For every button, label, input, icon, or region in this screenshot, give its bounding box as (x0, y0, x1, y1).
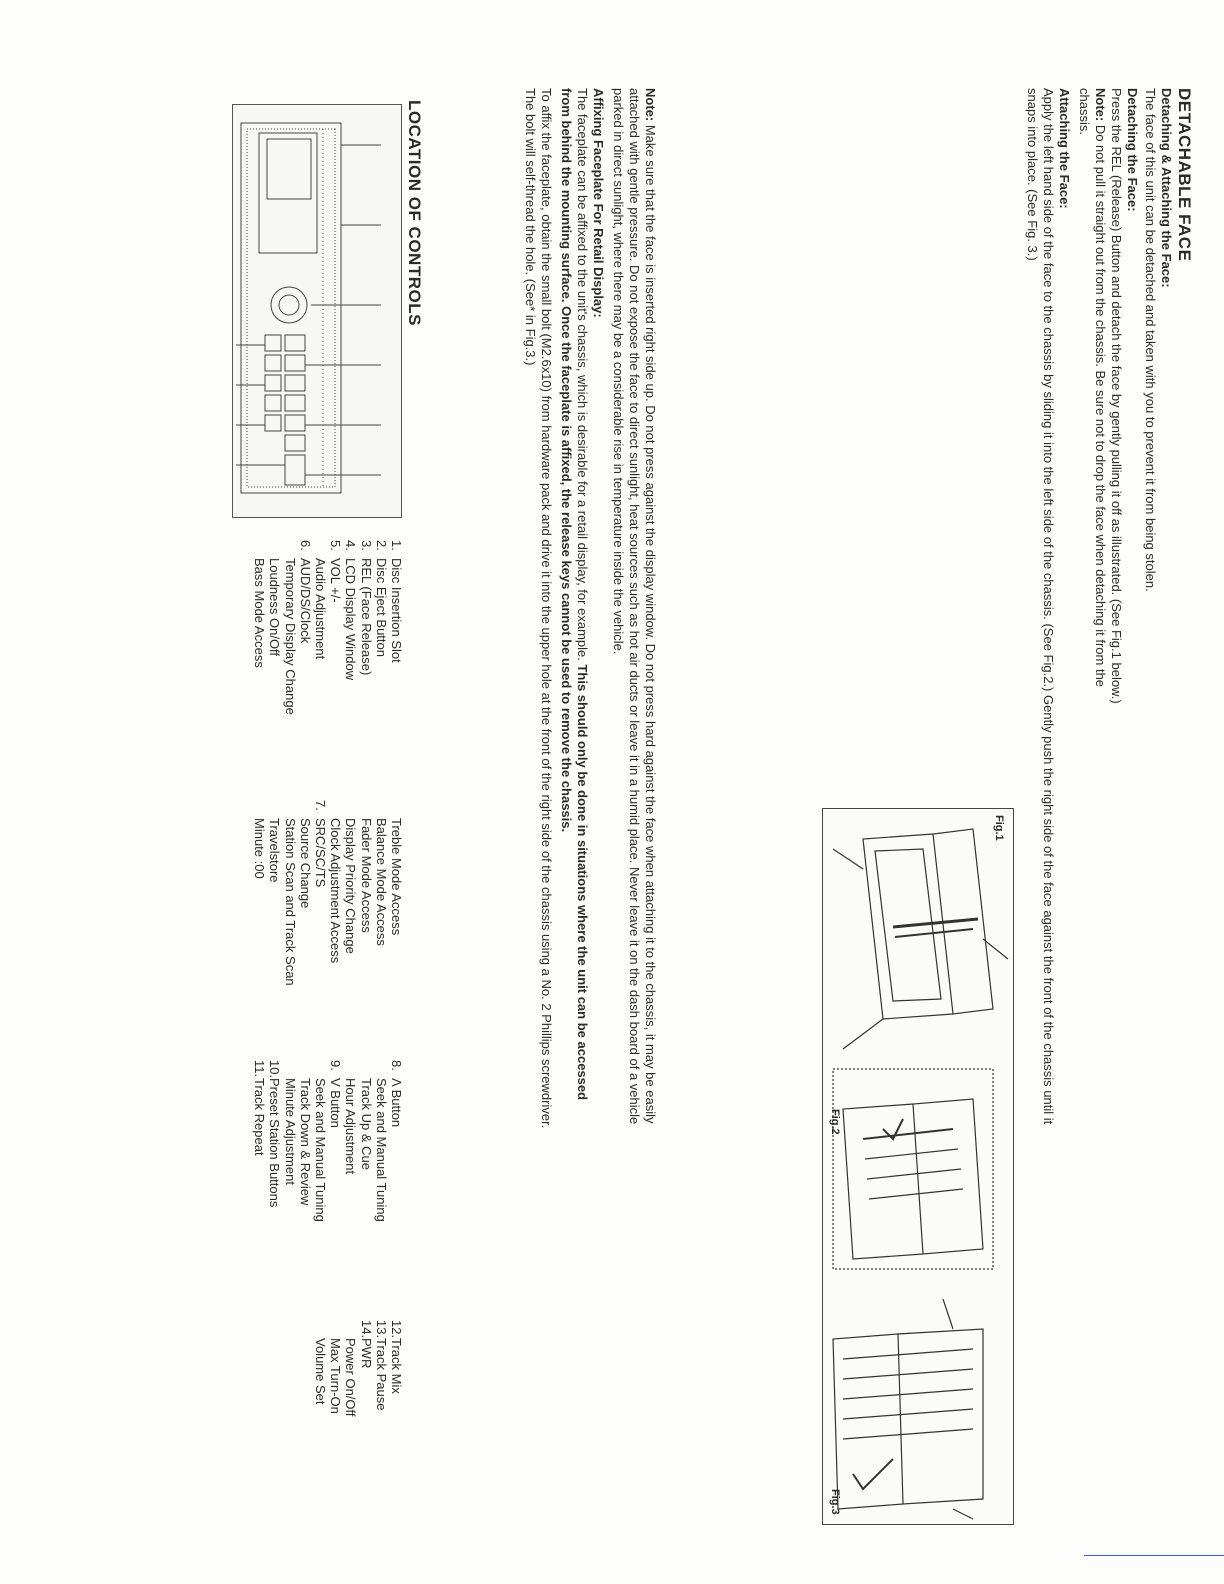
retail-line-2 (558, 88, 574, 832)
subheading-detaching-attaching: Detaching & Attaching the Face: (1159, 88, 1174, 288)
control-label: Minute Adjustment (282, 1078, 298, 1185)
control-list-item (328, 540, 343, 715)
control-list-item (374, 1060, 389, 1222)
control-list-item (343, 1060, 358, 1222)
control-number: 2. (373, 540, 389, 551)
control-label: SRC/SC/TS (312, 818, 328, 888)
control-label: Audio Adjustment (312, 558, 328, 660)
controls-column-1 (252, 540, 404, 715)
control-number: 9. (328, 1060, 344, 1071)
retail-line-2-bold: from behind the mounting surface. Once the faceplate is affixed, the release keys cannot be used to remove the chassis. (559, 88, 574, 833)
fig2-drawing (833, 1069, 993, 1269)
control-list-item (282, 540, 297, 715)
control-label: Source Change (297, 818, 313, 909)
control-label: Track Mix (389, 1338, 404, 1394)
control-list-item (358, 1320, 373, 1417)
control-label: Seek and Manual Tuning (312, 1078, 328, 1222)
head-unit-drawing (233, 105, 401, 517)
retail-line-4: The bolt will self-thread the hole. (See* in Fig.3.) (523, 88, 538, 366)
control-list-item (374, 800, 389, 986)
figures-panel (822, 808, 1014, 1525)
control-list-item (252, 800, 267, 986)
note-label: Note: (1093, 88, 1108, 122)
note-face-handling-2: attached with gentle pressure. Do not expose the face to direct sunlight, heat sources such as hot air ducts or leave it in a humid place. Never leave it on the dash board of a vehicle (627, 88, 642, 1125)
control-number: 3. (358, 540, 374, 551)
paragraph-detaching: Press the REL (Release) Button and detach the face by gently pulling it off as illustrated. (See Fig.1 below.) (1109, 88, 1124, 704)
control-label: Preset Station Buttons (267, 1078, 283, 1208)
control-label: Treble Mode Access (389, 818, 404, 936)
control-label: Hour Adjustment (343, 1078, 359, 1175)
control-list-item (389, 1320, 404, 1417)
note-face-handling-1 (642, 88, 658, 1528)
control-list-item (358, 800, 373, 986)
fig3-label: Fig.3 (829, 1489, 841, 1515)
paragraph-attaching-2: snaps into place. (See Fig. 3.) (1025, 88, 1040, 261)
control-label: AUD/DS/Clock (297, 558, 313, 644)
control-number: 8. (389, 1060, 404, 1071)
retail-line-1b: This should only be done in situations where the unit can be accessed (575, 664, 590, 1101)
subheading-detaching: Detaching the Face: (1125, 88, 1140, 212)
control-label: Loudness On/Off (267, 558, 283, 657)
control-number: 5. (328, 540, 344, 551)
note-text: Do not pull it straight out from the chassis. Be sure not to drop the face when detaching it from the (1093, 121, 1108, 688)
control-list-item (389, 800, 404, 986)
note2-label: Note: (643, 88, 658, 122)
control-label: V Button (328, 1078, 344, 1128)
control-label: Λ Button (389, 1078, 404, 1128)
fig1-drawing (833, 829, 1008, 1049)
control-list-item (267, 800, 282, 986)
fig2-label: Fig.2 (829, 1109, 841, 1135)
retail-line-1 (574, 88, 590, 1100)
paragraph-attaching-1: Apply the left hand side of the face to the chassis by sliding it into the left side of the chassis. (See Fig.2.) Gently push the right side of the face against the front of the chassis until it (1041, 88, 1056, 1125)
control-label: Clock Adjustment Access (328, 818, 344, 964)
retail-line-3: To affix the faceplate, obtain the small bolt (M2.6x10) from hardware pack and drive it into the upper hole at the front of the right side of the chassis using a No. 2 Phillips screwdriver. (539, 88, 554, 1129)
control-list-item (358, 1060, 373, 1222)
control-label: Minute :00 (252, 818, 268, 879)
fig1-label: Fig.1 (993, 815, 1005, 841)
control-label: Balance Mode Access (373, 818, 389, 946)
control-list-item (343, 800, 358, 986)
control-list-item (313, 1320, 328, 1417)
control-list-item (252, 540, 267, 715)
control-list-item (358, 540, 373, 715)
note-face-handling-3: parked in direct sunlight, where there may be a considerable rise in temperature inside the vehicle. (611, 88, 626, 655)
control-label: Temporary Display Change (282, 558, 298, 715)
control-number: 6. (297, 540, 313, 551)
controls-column-3 (252, 1060, 404, 1222)
control-label: LCD Display Window (343, 558, 359, 681)
control-number: 12. (389, 1320, 404, 1339)
head-unit-diagram (232, 104, 402, 518)
note2-text-1: Make sure that the face is inserted right side up. Do not press against the display window. Do not press hard against the face when attaching it to the chassis, it may be easily (643, 121, 658, 1124)
control-number: 7. (312, 800, 328, 811)
control-list-item (389, 1060, 404, 1222)
section-title: DETACHABLE FACE (1175, 88, 1194, 262)
blue-margin-line (1084, 1555, 1224, 1556)
control-number: 10. (267, 1060, 283, 1079)
control-list-item (252, 1060, 267, 1222)
control-label: Max Turn-On (328, 1338, 344, 1414)
control-list-item (313, 1060, 328, 1222)
note-detaching (1092, 88, 1108, 687)
control-label: Display Priority Change (343, 818, 359, 954)
control-label: REL (Face Release) (358, 558, 374, 676)
control-list-item (267, 540, 282, 715)
subheading-attaching: Attaching the Face: (1057, 88, 1072, 209)
control-list-item (282, 800, 297, 986)
control-label: VOL +/- (328, 558, 344, 603)
control-list-item (298, 800, 313, 986)
control-label: Volume Set (312, 1338, 328, 1405)
control-label: Track Repeat (252, 1078, 268, 1156)
fig3-drawing (833, 1299, 983, 1519)
subheading-retail-display: Affixing Faceplate For Retail Display: (591, 88, 606, 318)
control-label: Bass Mode Access (252, 558, 268, 668)
paragraph-intro: The face of this unit can be detached and taken with you to prevent it from being stolen. (1143, 88, 1158, 592)
control-list-item (313, 540, 328, 715)
control-list-item (282, 1060, 297, 1222)
control-list-item (298, 540, 313, 715)
control-list-item (374, 540, 389, 715)
control-label: Disc Insertion Slot (389, 558, 404, 663)
control-label: Station Scan and Track Scan (282, 818, 298, 986)
control-list-item (328, 1060, 343, 1222)
control-number: 13. (373, 1320, 389, 1339)
control-label: Power On/Off (343, 1338, 359, 1417)
control-list-item (343, 1320, 358, 1417)
control-label: Track Up & Cue (358, 1078, 374, 1170)
figures-illustration (823, 809, 1013, 1524)
control-list-item (328, 800, 343, 986)
note-detaching-cont: chassis. (1077, 88, 1092, 135)
control-list-item (328, 1320, 343, 1417)
control-label: Disc Eject Button (373, 558, 389, 657)
control-label: Seek and Manual Tuning (373, 1078, 389, 1222)
control-number: 4. (343, 540, 359, 551)
retail-line-1a: The faceplate can be affixed to the unit's chassis, which is desirable for a retail display, for example. (575, 88, 590, 665)
controls-column-2 (252, 800, 404, 986)
controls-title: LOCATION OF CONTROLS (405, 100, 424, 326)
controls-column-4 (313, 1320, 404, 1417)
control-number: 1. (389, 540, 404, 551)
control-list-item (298, 1060, 313, 1222)
control-list-item (313, 800, 328, 986)
control-number: 14. (358, 1320, 374, 1339)
control-list-item (267, 1060, 282, 1222)
control-label: Fader Mode Access (358, 818, 374, 933)
control-label: Track Down & Review (297, 1078, 313, 1206)
control-label: Travelstore (267, 818, 283, 883)
control-list-item (374, 1320, 389, 1417)
control-label: Track Pause (373, 1338, 389, 1411)
control-number: 11. (252, 1060, 268, 1078)
control-label: PWR (358, 1338, 374, 1369)
control-list-item (389, 540, 404, 715)
control-list-item (343, 540, 358, 715)
